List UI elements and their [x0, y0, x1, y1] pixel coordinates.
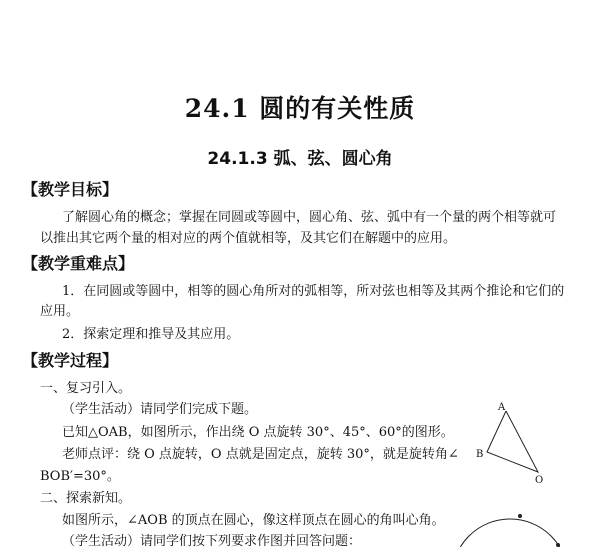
goals-line-1: 了解圆心角的概念；掌握在同圆或等圆中，圆心角、弦、弧中有一个量的两个相等就可: [62, 210, 557, 225]
circle-point: [518, 514, 522, 518]
circle-figure: [460, 505, 600, 547]
document-title: 24.1 圆的有关性质: [184, 94, 416, 123]
process-line-8: （学生活动）请同学们按下列要求作图并回答问题：: [62, 534, 362, 549]
process-line-5: BOB′=30°。: [40, 469, 120, 484]
heading-teaching-goals: 【教学目标】: [22, 180, 119, 199]
process-line-7: 如图所示，∠AOB 的顶点在圆心，像这样顶点在圆心的角叫心角。: [62, 513, 445, 528]
figure-label-a: A: [498, 402, 506, 413]
goals-line-2: 以推出其它两个量的相对应的两个值就相等，及其它们在解题中的应用。: [40, 231, 457, 246]
section-subtitle: 24.1.3 弧、弦、圆心角: [207, 149, 393, 169]
circle-point: [556, 543, 560, 547]
circle-outline: [460, 519, 568, 547]
keypoints-line-2: 应用。: [40, 304, 80, 319]
process-line-6: 二、探索新知。: [40, 491, 132, 506]
process-line-4: 老师点评：绕 O 点旋转，O 点就是固定点，旋转 30°，就是旋转角∠: [62, 447, 459, 462]
process-line-3: 已知△OAB，如图所示，作出绕 O 点旋转 30°、45°、60°的图形。: [62, 425, 454, 440]
triangle-edges: [487, 411, 538, 472]
keypoints-line-1: 1．在同圆或等圆中，相等的圆心角所对的弧相等，所对弦也相等及其两个推论和它们的: [62, 284, 565, 299]
process-line-1: 一、复习引入。: [40, 381, 132, 396]
figure-label-b: B: [476, 449, 484, 460]
keypoints-line-3: 2．探索定理和推导及其应用。: [62, 327, 240, 342]
process-line-2: （学生活动）请同学们完成下题。: [62, 402, 258, 417]
triangle-oab-figure: [460, 395, 560, 485]
heading-key-points: 【教学重难点】: [22, 254, 135, 273]
figure-label-o: O: [535, 475, 544, 485]
heading-teaching-process: 【教学过程】: [22, 351, 119, 370]
